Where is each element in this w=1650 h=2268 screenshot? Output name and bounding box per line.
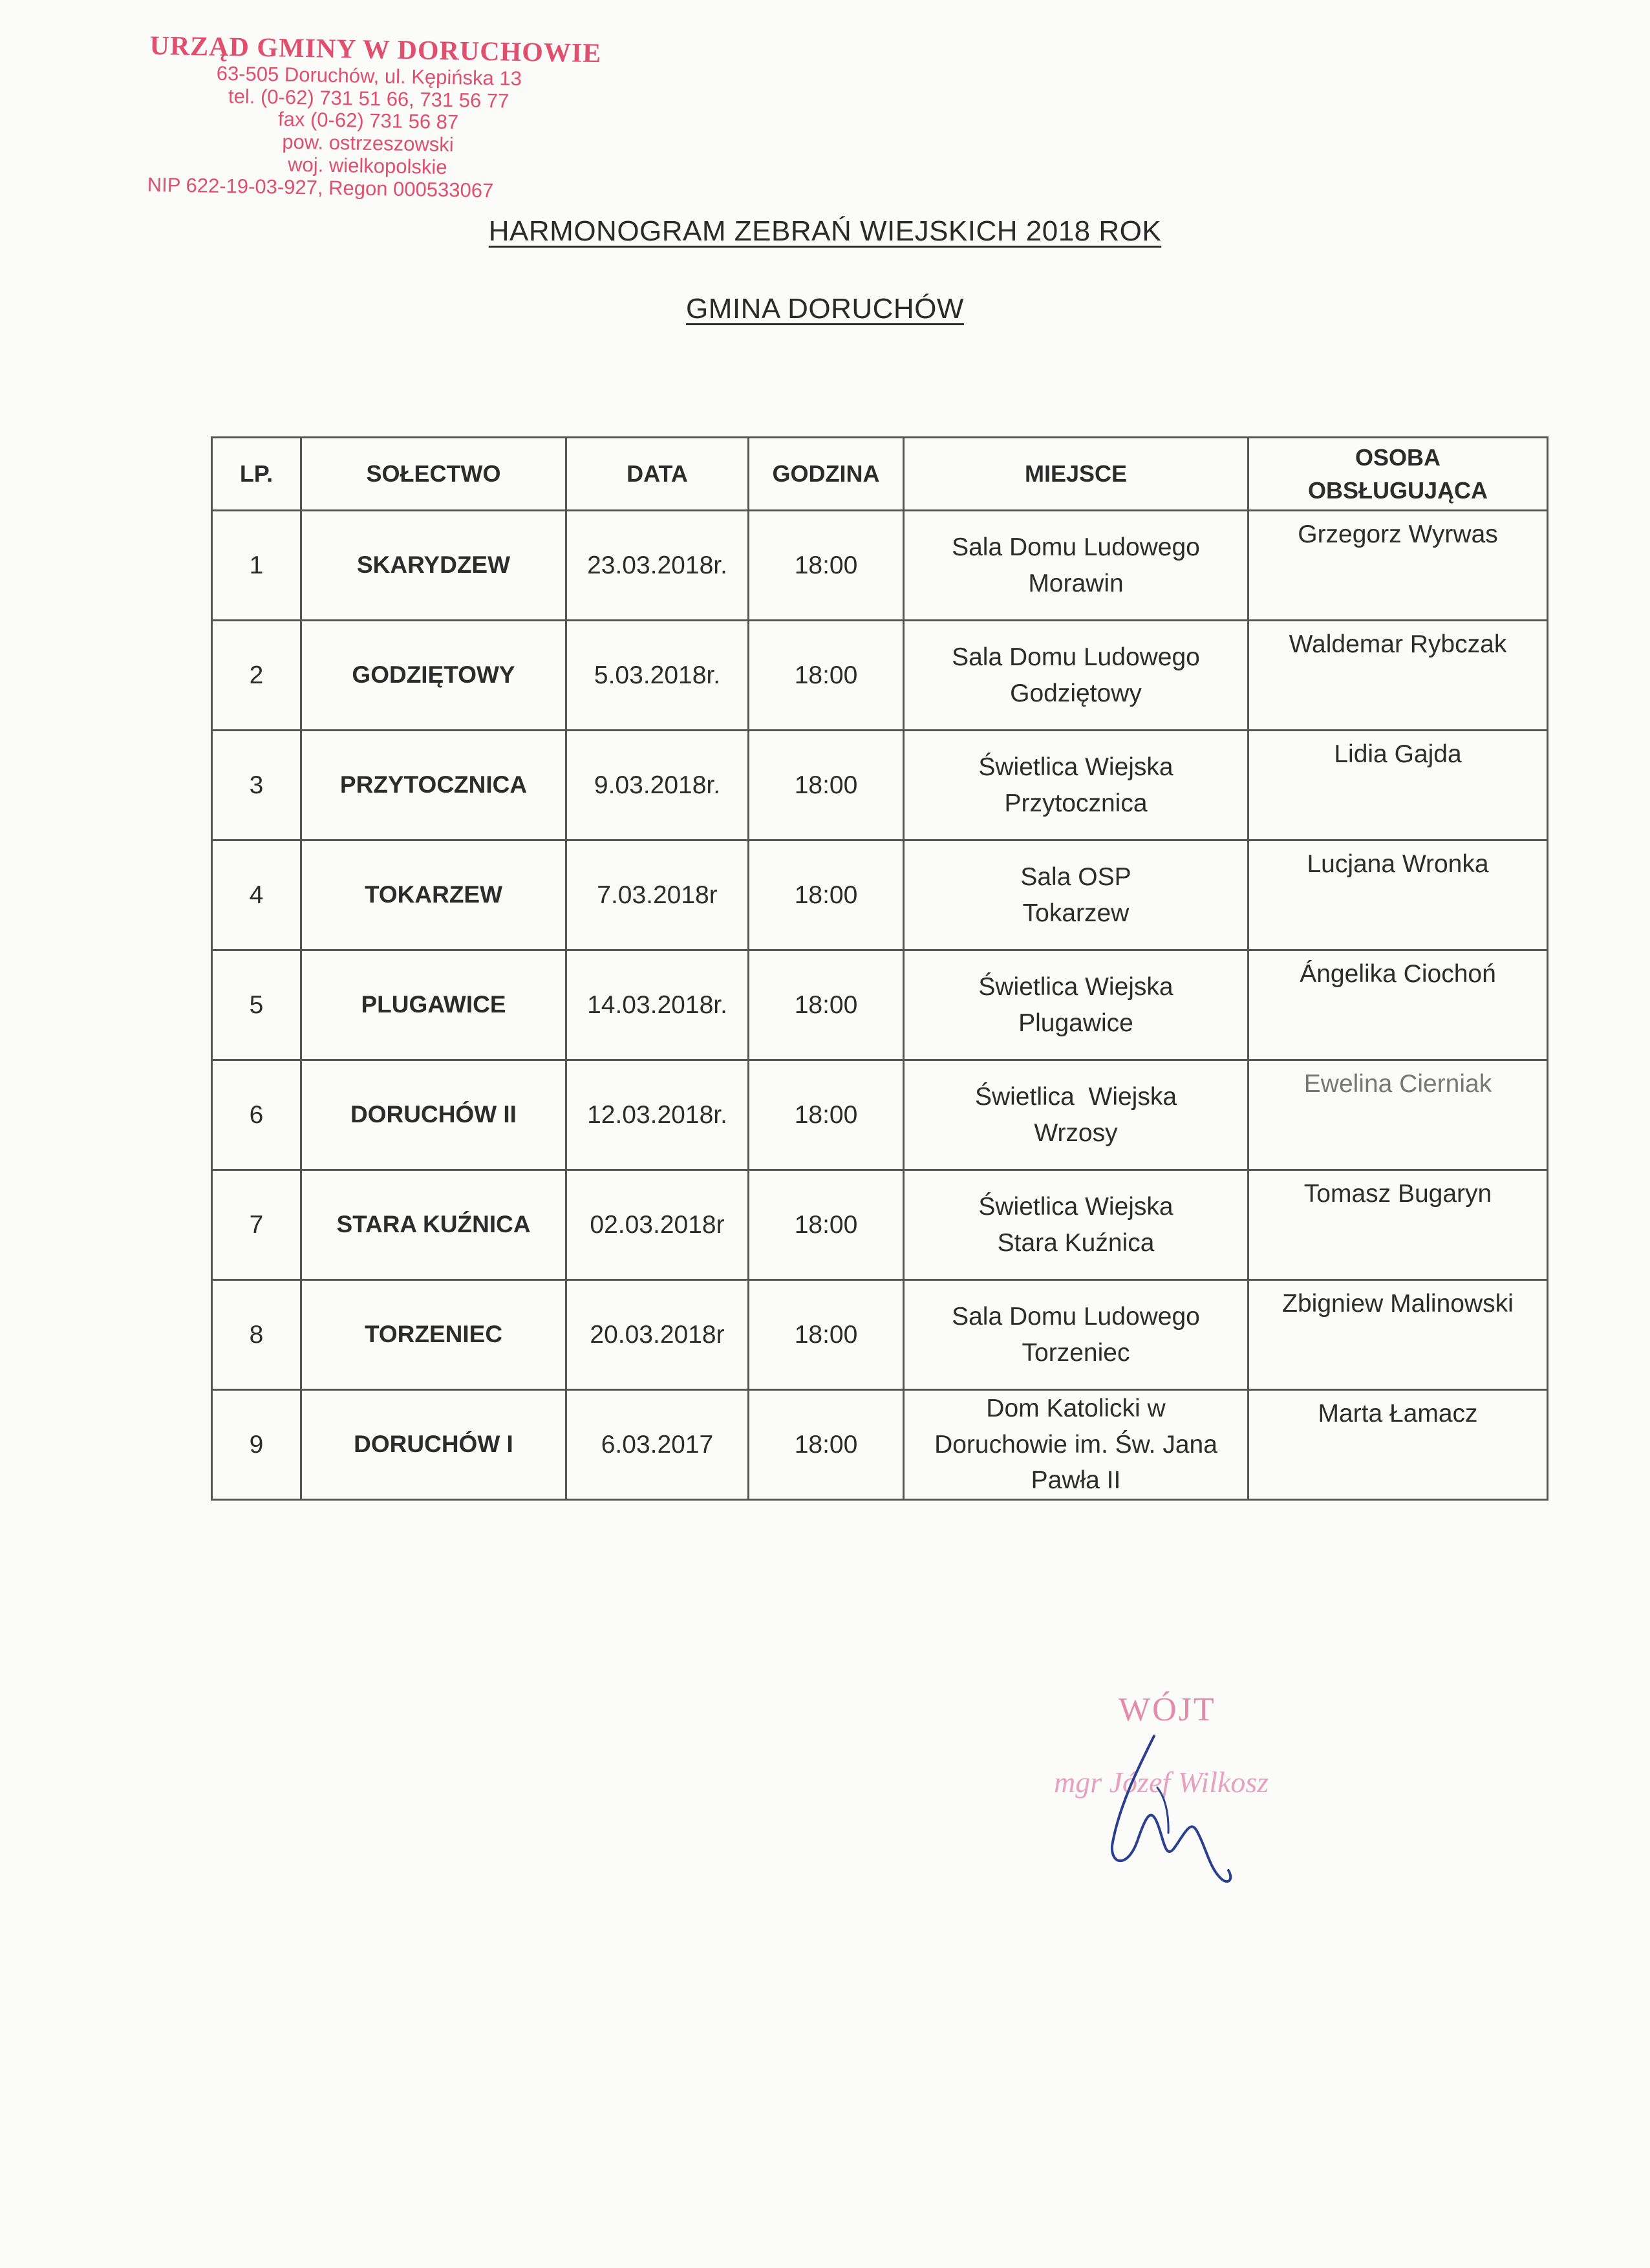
stamp-address: 63-505 Doruchów, ul. Kępińska 13 — [216, 61, 522, 91]
cell-date: 14.03.2018r. — [566, 950, 749, 1060]
office-stamp — [147, 31, 602, 204]
header-date: DATA — [566, 438, 749, 511]
cell-lp: 9 — [212, 1390, 301, 1500]
table-header-row — [212, 438, 1548, 511]
stamp-county: pow. ostrzeszowski — [282, 130, 454, 156]
stamp-fax: fax (0-62) 731 56 87 — [277, 107, 459, 134]
cell-date: 5.03.2018r. — [566, 621, 749, 731]
stamp-title: URZĄD GMINY W DORUCHOWIE — [149, 31, 602, 69]
place-line: Dom Katolicki w — [986, 1395, 1166, 1423]
cell-person: Lucjana Wronka — [1248, 840, 1548, 950]
header-place: MIEJSCE — [904, 438, 1248, 511]
stamp-province: woj. wielkopolskie — [287, 153, 447, 178]
cell-village: DORUCHÓW II — [301, 1060, 566, 1170]
cell-time: 18:00 — [749, 1390, 904, 1500]
table-row — [212, 1060, 1548, 1170]
cell-village: DORUCHÓW I — [301, 1390, 566, 1500]
cell-time: 18:00 — [749, 511, 904, 621]
cell-lp: 1 — [212, 511, 301, 621]
place-line: Sala Domu Ludowego — [952, 1303, 1200, 1331]
cell-person: Waldemar Rybczak — [1248, 621, 1548, 731]
place-line: Sala Domu Ludowego — [952, 643, 1200, 672]
cell-place — [904, 950, 1248, 1060]
cell-village: TORZENIEC — [301, 1280, 566, 1390]
cell-lp: 8 — [212, 1280, 301, 1390]
cell-person: Ewelina Cierniak — [1248, 1060, 1548, 1170]
cell-place — [904, 840, 1248, 950]
document-title: HARMONOGRAM ZEBRAŃ WIEJSKICH 2018 ROK — [488, 215, 1162, 247]
place-line: Przytocznica — [1004, 789, 1148, 817]
cell-person: Lidia Gajda — [1248, 731, 1548, 840]
cell-lp: 6 — [212, 1060, 301, 1170]
cell-date: 9.03.2018r. — [566, 731, 749, 840]
cell-village: GODZIĘTOWY — [301, 621, 566, 731]
place-line: Świetlica Wiejska — [978, 1193, 1173, 1221]
place-line: Świetlica Wiejska — [978, 753, 1173, 782]
table-row — [212, 621, 1548, 731]
cell-lp: 5 — [212, 950, 301, 1060]
cell-village: PRZYTOCZNICA — [301, 731, 566, 840]
cell-place — [904, 511, 1248, 621]
cell-date: 02.03.2018r — [566, 1170, 749, 1280]
header-person — [1248, 438, 1548, 511]
header-person-line2: OBSŁUGUJĄCA — [1307, 477, 1488, 504]
signature-block — [1054, 1691, 1390, 1898]
cell-time: 18:00 — [749, 950, 904, 1060]
header-person-line1: OSOBA — [1355, 444, 1441, 471]
cell-village: PLUGAWICE — [301, 950, 566, 1060]
place-line: Świetlica Wiejska — [974, 1083, 1177, 1111]
place-line: Wrzosy — [1034, 1118, 1118, 1147]
cell-village: TOKARZEW — [301, 840, 566, 950]
cell-place — [904, 1060, 1248, 1170]
cell-place — [904, 1170, 1248, 1280]
header-time: GODZINA — [749, 438, 904, 511]
stamp-ids: NIP 622-19-03-927, Regon 000533067 — [147, 173, 494, 202]
cell-person: Tomasz Bugaryn — [1248, 1170, 1548, 1280]
table-row — [212, 840, 1548, 950]
signature-name: mgr Józef Wilkosz — [1054, 1766, 1269, 1799]
cell-person: Zbigniew Malinowski — [1248, 1280, 1548, 1390]
cell-time: 18:00 — [749, 731, 904, 840]
handwritten-signature — [1093, 1710, 1261, 1891]
table-row — [212, 1280, 1548, 1390]
cell-place — [904, 621, 1248, 731]
table-row — [212, 731, 1548, 840]
cell-lp: 4 — [212, 840, 301, 950]
stamp-phone: tel. (0-62) 731 51 66, 731 56 77 — [228, 84, 509, 112]
cell-village: SKARYDZEW — [301, 511, 566, 621]
place-line: Godziętowy — [1010, 679, 1142, 707]
schedule-table — [211, 436, 1548, 1501]
cell-lp: 2 — [212, 621, 301, 731]
signature-role: WÓJT — [1119, 1691, 1216, 1728]
cell-lp: 7 — [212, 1170, 301, 1280]
cell-date: 7.03.2018r — [566, 840, 749, 950]
place-line: Sala Domu Ludowego — [952, 533, 1200, 562]
cell-time: 18:00 — [749, 621, 904, 731]
place-line: Plugawice — [1018, 1009, 1133, 1037]
cell-time: 18:00 — [749, 1170, 904, 1280]
cell-time: 18:00 — [749, 1060, 904, 1170]
cell-date: 12.03.2018r. — [566, 1060, 749, 1170]
place-line: Morawin — [1028, 569, 1124, 597]
cell-place — [904, 1390, 1248, 1500]
cell-time: 18:00 — [749, 1280, 904, 1390]
cell-date: 6.03.2017 — [566, 1390, 749, 1500]
header-village: SOŁECTWO — [301, 438, 566, 511]
cell-place — [904, 1280, 1248, 1390]
table-row — [212, 1170, 1548, 1280]
place-line: Sala OSP — [1020, 863, 1131, 892]
cell-person: Marta Łamacz — [1248, 1390, 1548, 1500]
place-line: Doruchowie im. Św. Jana — [934, 1430, 1217, 1459]
cell-person: Ángelika Ciochoń — [1248, 950, 1548, 1060]
place-line: Świetlica Wiejska — [978, 973, 1173, 1001]
place-line: Pawła II — [1031, 1466, 1121, 1495]
place-line: Torzeniec — [1022, 1338, 1130, 1367]
table-row — [212, 950, 1548, 1060]
document-subtitle: GMINA DORUCHÓW — [686, 293, 964, 325]
cell-lp: 3 — [212, 731, 301, 840]
cell-time: 18:00 — [749, 840, 904, 950]
table-row — [212, 511, 1548, 621]
cell-place — [904, 731, 1248, 840]
table-row — [212, 1390, 1548, 1500]
header-lp: LP. — [212, 438, 301, 511]
place-line: Tokarzew — [1022, 899, 1130, 927]
cell-date: 20.03.2018r — [566, 1280, 749, 1390]
cell-person: Grzegorz Wyrwas — [1248, 511, 1548, 621]
cell-village: STARA KUŹNICA — [301, 1170, 566, 1280]
place-line: Stara Kuźnica — [997, 1228, 1155, 1257]
cell-date: 23.03.2018r. — [566, 511, 749, 621]
